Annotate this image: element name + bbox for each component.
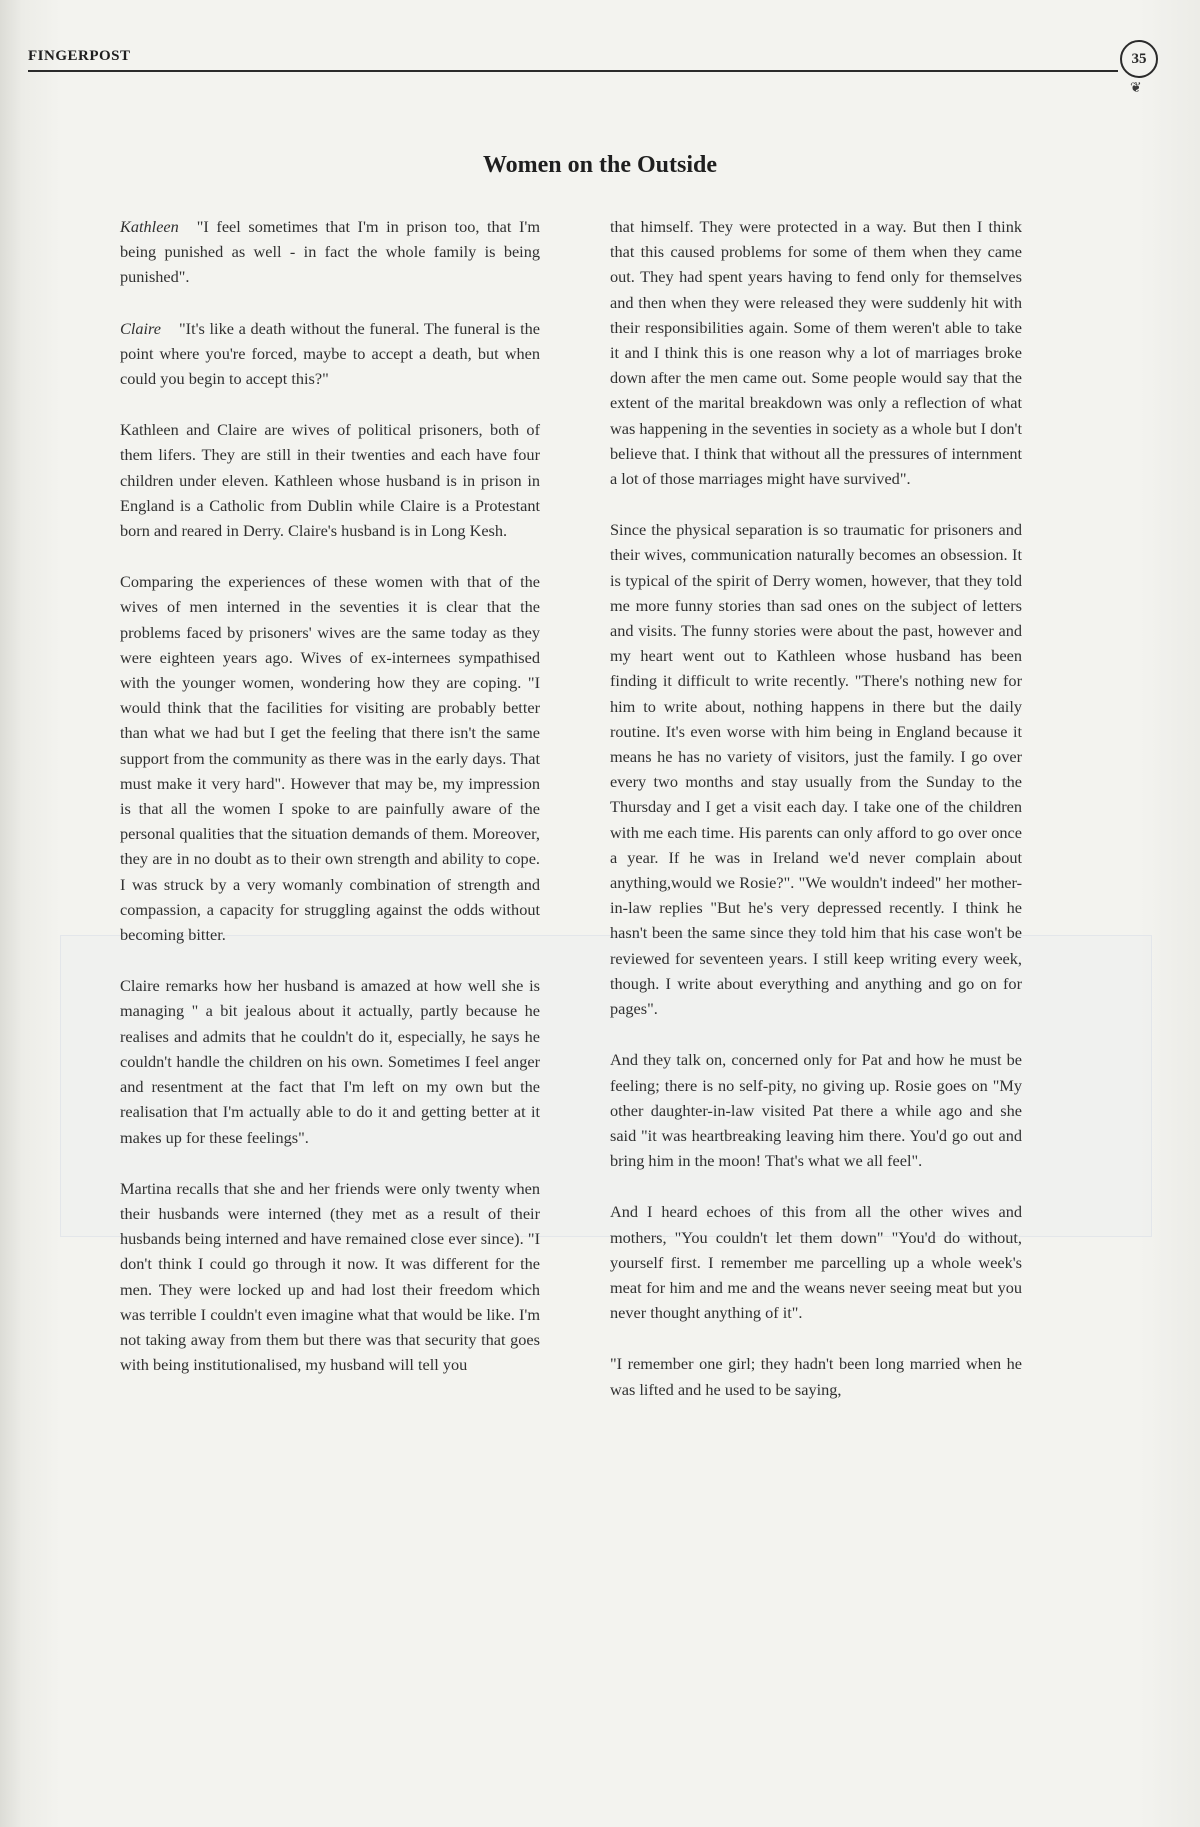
body-paragraph: And I heard echoes of this from all the other wives and mothers, "You couldn't let them down" "You'd do without, yourself first. I remember me parcelling up a whole week's meat for him and me and the weans never seeing meat but you never thought anything of it". — [610, 1202, 1022, 1323]
body-paragraph: that himself. They were protected in a way. But then I think that this caused problems for some of them when they came out. They had spent years having to fend only for themselves and then when they were released they were suddenly hit with their responsibilities again. Some of them weren't able to take it and I think this is one reason why a lot of marriages broke down after the men came out. Some people would say that the extent of the marital breakdown was only a reflection of what was happening in the seventies in society as a whole but I don't believe that. I think that without all the pressures of internment a lot of those marriages might have survived". — [610, 217, 1022, 489]
speaker-name: Kathleen — [120, 217, 179, 236]
page-header — [28, 40, 1158, 96]
body-paragraph: And they talk on, concerned only for Pat and how he must be feeling; there is no self-pity, no giving up. Rosie goes on "My other daughter-in-law visited Pat there a while ago and she said "it was heartbreaking leaving him there. You'd go out and bring him in the moon! That's what we all feel". — [610, 1050, 1022, 1171]
body-paragraph: Claire remarks how her husband is amazed at how well she is managing " a bit jealous about it actually, partly because he realises and admits that he couldn't do it, especially, he says he couldn't handle the children on his own. Sometimes I feel anger and resentment at the fact that I'm left on my own but the realisation that I'm actually able to do it and getting better at it makes up for these feelings". — [120, 976, 540, 1147]
article-title: Women on the Outside — [482, 152, 718, 178]
left-column — [120, 214, 540, 1403]
body-paragraph: Since the physical separation is so traumatic for prisoners and their wives, communication naturally becomes an obsession. It is typical of the spirit of Derry women, however, that they told me more funny stories than sad ones on the subject of letters and visits. The funny stories were about the past, however and my heart went out to Kathleen whose husband has been finding it difficult to write recently. "There's nothing new for him to write about, nothing happens in there but the daily routine. It's even worse with him being in England because it means he has no variety of visitors, just the family. I go over every two months and stay usually from the Sunday to the Thursday and I get a visit each day. I take one of the children with me each time. His parents can only afford to go over once a year. If he was in Ireland we'd never complain about anything,would we Rosie?". "We wouldn't indeed" her mother-in-law replies "But he's very depressed recently. I think he hasn't been the same since they told him that his case won't be reviewed for seventeen years. I still keep writing every week, though. I write about everything and anything and go on for pages". — [610, 520, 1022, 1019]
header-rule — [28, 70, 1118, 72]
quote-text: "I feel sometimes that I'm in prison too, that I'm being punished as well - in fact the whole family is being punished". — [120, 217, 540, 287]
running-head: FINGERPOST — [28, 48, 131, 64]
body-paragraph: Martina recalls that she and her friends were only twenty when their husbands were interned (they met as a result of their husbands being interned and have remained close ever since). "I don't think I could go through it now. It was different for the men. They were locked up and had lost their freedom which was terrible I couldn't even imagine what that would be like. I'm not taking away from them but there was that security that goes with being institutionalised, my husband will tell you — [120, 1178, 540, 1375]
quote-paragraph — [120, 316, 540, 392]
body-paragraph: Comparing the experiences of these women with that of the wives of men interned in the seventies it is clear that the problems faced by prisoners' wives are the same today as they were eighteen years ago. Wives of ex-internees sympathised with the younger women, wondering how they are coping. "I would think that the facilities for visiting are probably better than what we had but I get the feeling that there isn't the same support from the community as there was in the early days. That must make it very hard". However that may be, my impression is that all the women I spoke to are painfully aware of the personal qualities that the situation demands of them. Moreover, they are in no doubt as to their own strength and ability to cope. I was struck by a very womanly combination of strength and compassion, a capacity for struggling against the odds without becoming bitter. — [120, 572, 540, 945]
speaker-name: Claire — [120, 318, 162, 338]
body-paragraph: "I remember one girl; they hadn't been long married when he was lifted and he used to be saying, — [610, 1354, 1022, 1399]
body-paragraph: Kathleen and Claire are wives of political prisoners, both of them lifers. They are still in their twenties and each have four children under eleven. Kathleen whose husband is in prison in England is a Catholic from Dublin while Claire is a Protestant born and reared in Derry. Claire's husband is in Long Kesh. — [120, 420, 540, 541]
right-column — [610, 214, 1022, 1428]
page-number: 35 — [1120, 40, 1158, 78]
quote-paragraph — [120, 214, 540, 290]
quote-text: "It's like a death without the funeral. The funeral is the point where you're forced, maybe to accept a death, but when could you begin to accept this?" — [120, 318, 540, 389]
ornament-icon: ❦ — [1130, 81, 1142, 96]
